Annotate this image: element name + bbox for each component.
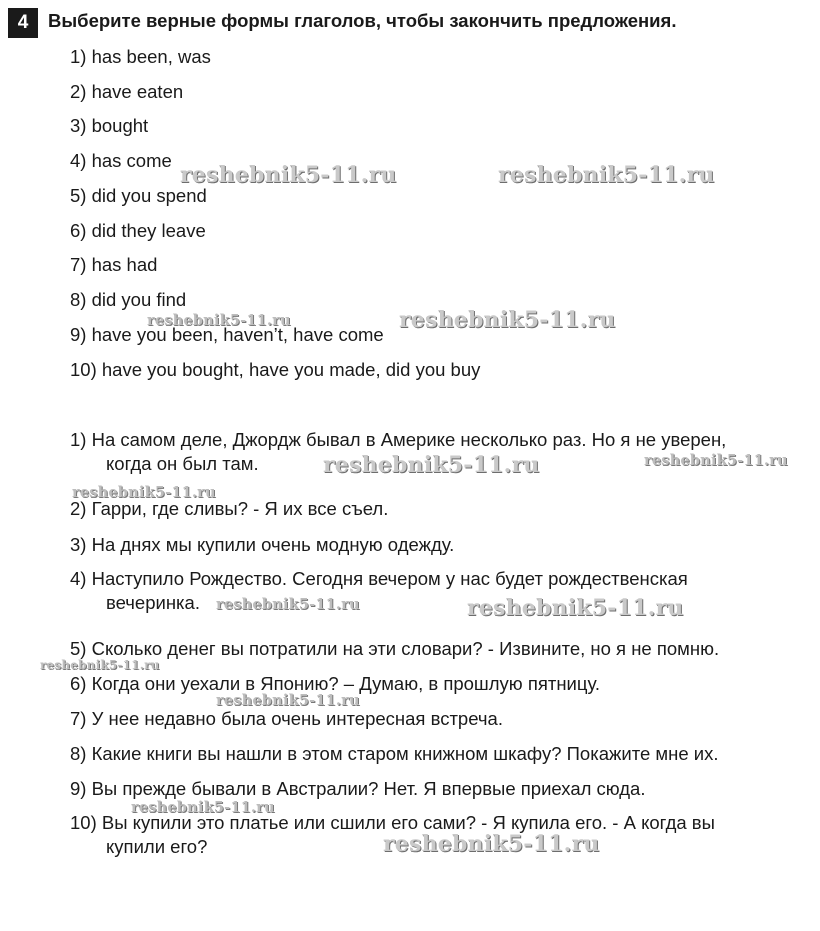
watermark: reshebnik5-11.ru xyxy=(131,799,275,816)
watermark: reshebnik5-11.ru xyxy=(40,658,160,672)
answer-item: 7) has had xyxy=(70,254,158,275)
translation-line-continued: вечеринка. xyxy=(106,592,200,614)
translation-item: 6) Когда они уехали в Японию? – Думаю, в прошлую пятницу. xyxy=(70,673,601,694)
translation-item: 2) Гарри, где сливы? - Я их все съел. xyxy=(70,498,389,519)
watermark: reshebnik5-11.ru xyxy=(216,692,360,709)
translation-line: 10) Вы купили это платье или сшили его сами? - Я купила его. - А когда вы xyxy=(70,812,715,833)
watermark: reshebnik5-11.ru xyxy=(383,831,600,857)
answer-item: 2) have eaten xyxy=(70,81,184,102)
watermark: reshebnik5-11.ru xyxy=(399,307,616,333)
answer-item: 10) have you bought, have you made, did you buy xyxy=(70,359,481,380)
watermark: reshebnik5-11.ru xyxy=(147,312,291,329)
translation-item: 9) Вы прежде бывали в Австралии? Нет. Я впервые приехал сюда. xyxy=(70,778,646,799)
translation-line-continued: купили его? xyxy=(106,836,208,858)
translation-line: 4) Наступило Рождество. Сегодня вечером у нас будет рождественская xyxy=(70,568,688,589)
answer-item: 9) have you been, haven’t, have come xyxy=(70,324,384,345)
answer-item: 4) has come xyxy=(70,150,172,171)
watermark: reshebnik5-11.ru xyxy=(644,452,788,469)
translation-line-continued: когда он был там. xyxy=(106,453,259,475)
translation-item: 5) Сколько денег вы потратили на эти словари? - Извините, но я не помню. xyxy=(70,638,720,659)
task-number-badge: 4 xyxy=(8,8,38,38)
answer-item: 6) did they leave xyxy=(70,220,206,241)
answer-item: 3) bought xyxy=(70,115,149,136)
watermark: reshebnik5-11.ru xyxy=(467,595,684,621)
translation-item: 3) На днях мы купили очень модную одежду. xyxy=(70,534,455,555)
answer-item: 5) did you spend xyxy=(70,185,207,206)
watermark: reshebnik5-11.ru xyxy=(72,484,216,501)
watermark: reshebnik5-11.ru xyxy=(216,596,360,613)
translation-item: 8) Какие книги вы нашли в этом старом книжном шкафу? Покажите мне их. xyxy=(70,743,719,764)
watermark: reshebnik5-11.ru xyxy=(498,162,715,188)
task-title: Выберите верные формы глаголов, чтобы закончить предложения. xyxy=(48,10,677,31)
answer-item: 8) did you find xyxy=(70,289,187,310)
translation-line: 1) На самом деле, Джордж бывал в Америке несколько раз. Но я не уверен, xyxy=(70,429,727,450)
watermark: reshebnik5-11.ru xyxy=(323,452,540,478)
watermark: reshebnik5-11.ru xyxy=(180,162,397,188)
answer-item: 1) has been, was xyxy=(70,46,211,67)
translation-item: 7) У нее недавно была очень интересная встреча. xyxy=(70,708,503,729)
translation-item xyxy=(70,567,810,615)
